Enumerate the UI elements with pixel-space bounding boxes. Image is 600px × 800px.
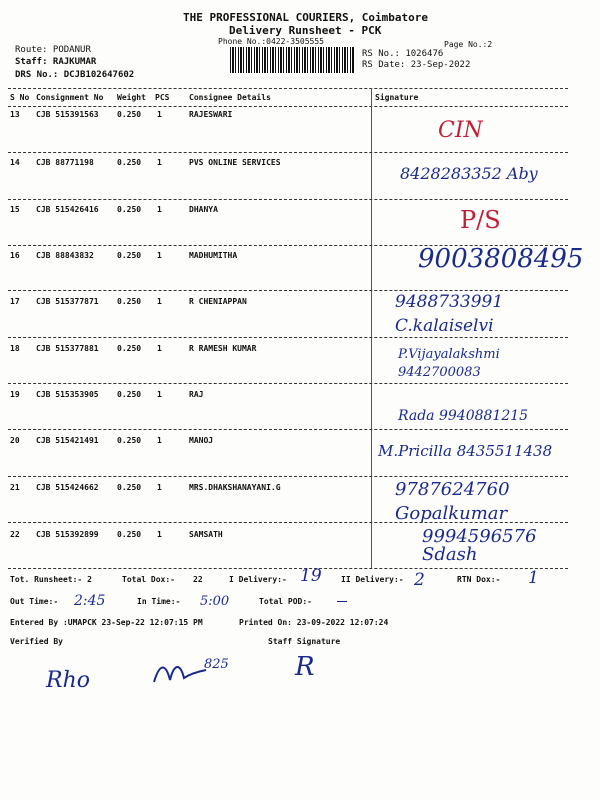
row-weight: 0.250 [117,530,142,539]
company-title: THE PROFESSIONAL COURIERS, Coimbatore [183,11,429,24]
ii-delivery-value: 2 [414,570,425,590]
row-pcs: 1 [157,390,162,399]
row-consignment: CJB 515424662 [36,483,99,492]
row-sno: 16 [10,251,20,260]
signature-column-divider [371,88,372,568]
handwritten-signature: 8428283352 Aby [400,164,538,183]
column-header-consignment: Consignment No [36,93,104,102]
tot-runsheet: Tot. Runsheet:- 2 [10,575,92,584]
total-dox-label: Total Dox:- [122,575,175,584]
row-consignment: CJB 515353905 [36,390,99,399]
row-consignee: PVS ONLINE SERVICES [189,158,281,167]
printed-on: Printed On: 23-09-2022 12:07:24 [239,618,389,627]
handwritten-signature: P/S [460,206,501,234]
row-consignment: CJB 88771198 [36,158,94,167]
column-header-sno: S No [10,93,30,102]
i-delivery-value: 19 [300,566,322,586]
row-consignee: MRS.DHAKSHANAYANI.G [189,483,281,492]
row-consignee: RAJESWARI [189,110,233,119]
total-pod-label: Total POD:- [259,597,312,606]
row-consignment: CJB 515421491 [36,436,99,445]
out-time-value: 2:45 [74,593,106,609]
row-sno: 20 [10,436,20,445]
row-divider [8,152,568,153]
handwritten-signature: 9994596576 Sdash [422,526,537,565]
row-sno: 18 [10,344,20,353]
row-sno: 15 [10,205,20,214]
row-divider [8,383,568,384]
row-divider [8,522,568,523]
handwritten-signature: P.Vijayalakshmi 9442700083 [398,347,500,380]
rs-number: RS No.: 1026476 [362,49,444,59]
handwritten-signature: Rada 9940881215 [398,408,529,424]
row-divider [8,429,568,430]
row-sno: 17 [10,297,20,306]
row-sno: 22 [10,530,20,539]
row-consignee: MANOJ [189,436,214,445]
handwritten-signature: 9488733991 C.kalaiselvi [395,292,504,336]
row-consignment: CJB 515391563 [36,110,99,119]
entered-by: Entered By :UMAPCK 23-Sep-22 12:07:15 PM [10,618,203,627]
row-pcs: 1 [157,483,162,492]
row-consignee: RAJ [189,390,204,399]
row-pcs: 1 [157,530,162,539]
column-header-signature: Signature [375,93,419,102]
out-time-label: Out Time:- [10,597,59,606]
column-header-weight: Weight [117,93,146,102]
row-consignee: SAMSATH [189,530,223,539]
row-pcs: 1 [157,436,162,445]
row-weight: 0.250 [117,158,142,167]
middle-signature-number: 825 [204,657,229,672]
handwritten-signature: 9003808495 [418,244,584,274]
row-pcs: 1 [157,297,162,306]
row-divider [8,476,568,477]
row-sno: 21 [10,483,20,492]
divider [8,106,568,107]
rs-date: RS Date: 23-Sep-2022 [362,60,471,70]
row-consignee: R RAMESH KUMAR [189,344,257,353]
row-weight: 0.250 [117,110,142,119]
rtn-dox-value: 1 [528,568,539,588]
row-consignment: CJB 515426416 [36,205,99,214]
row-divider [8,568,568,569]
row-pcs: 1 [157,110,162,119]
page-number: Page No.:2 [444,40,493,49]
row-weight: 0.250 [117,390,142,399]
in-time-label: In Time:- [137,597,181,606]
staff-signature-label: Staff Signature [268,637,341,646]
row-divider [8,337,568,338]
row-consignment: CJB 88843832 [36,251,94,260]
row-pcs: 1 [157,251,162,260]
handwritten-signature: CIN [438,118,483,143]
row-weight: 0.250 [117,251,142,260]
staff-signature: R [295,652,315,682]
i-delivery-label: I Delivery:- [229,575,287,584]
row-consignment: CJB 515377881 [36,344,99,353]
row-pcs: 1 [157,344,162,353]
row-sno: 19 [10,390,20,399]
barcode-image [230,47,355,73]
row-sno: 14 [10,158,20,167]
route: Route: PODANUR [15,45,91,55]
row-pcs: 1 [157,205,162,214]
row-consignee: R CHENIAPPAN [189,297,247,306]
column-header-consignee: Consignee Details [189,93,271,102]
rtn-dox-label: RTN Dox:- [457,575,501,584]
verified-by: Verified By [10,637,63,646]
row-consignee: MADHUMITHA [189,251,238,260]
verified-signature: Rho [46,668,90,693]
in-time-value: 5:00 [200,594,230,609]
row-weight: 0.250 [117,436,142,445]
phone-number: Phone No.:0422-3505555 [218,37,324,46]
total-dox-value: 22 [193,575,203,584]
row-sno: 13 [10,110,20,119]
row-consignment: CJB 515377871 [36,297,99,306]
row-consignee: DHANYA [189,205,218,214]
staff: Staff: RAJKUMAR [15,57,97,67]
row-pcs: 1 [157,158,162,167]
drs-number: DRS No.: DCJB102647602 [15,70,135,80]
row-weight: 0.250 [117,344,142,353]
row-weight: 0.250 [117,297,142,306]
divider [8,88,568,89]
column-header-pcs: PCS [155,93,170,102]
row-weight: 0.250 [117,483,142,492]
handwritten-signature: 9787624760 Gopalkumar [395,479,510,524]
runsheet-subtitle: Delivery Runsheet - PCK [229,24,382,37]
handwritten-signature: M.Pricilla 8435511438 [378,442,553,460]
row-weight: 0.250 [117,205,142,214]
total-pod-dash [337,601,347,602]
row-divider [8,199,568,200]
ii-delivery-label: II Delivery:- [341,575,404,584]
row-consignment: CJB 515392899 [36,530,99,539]
